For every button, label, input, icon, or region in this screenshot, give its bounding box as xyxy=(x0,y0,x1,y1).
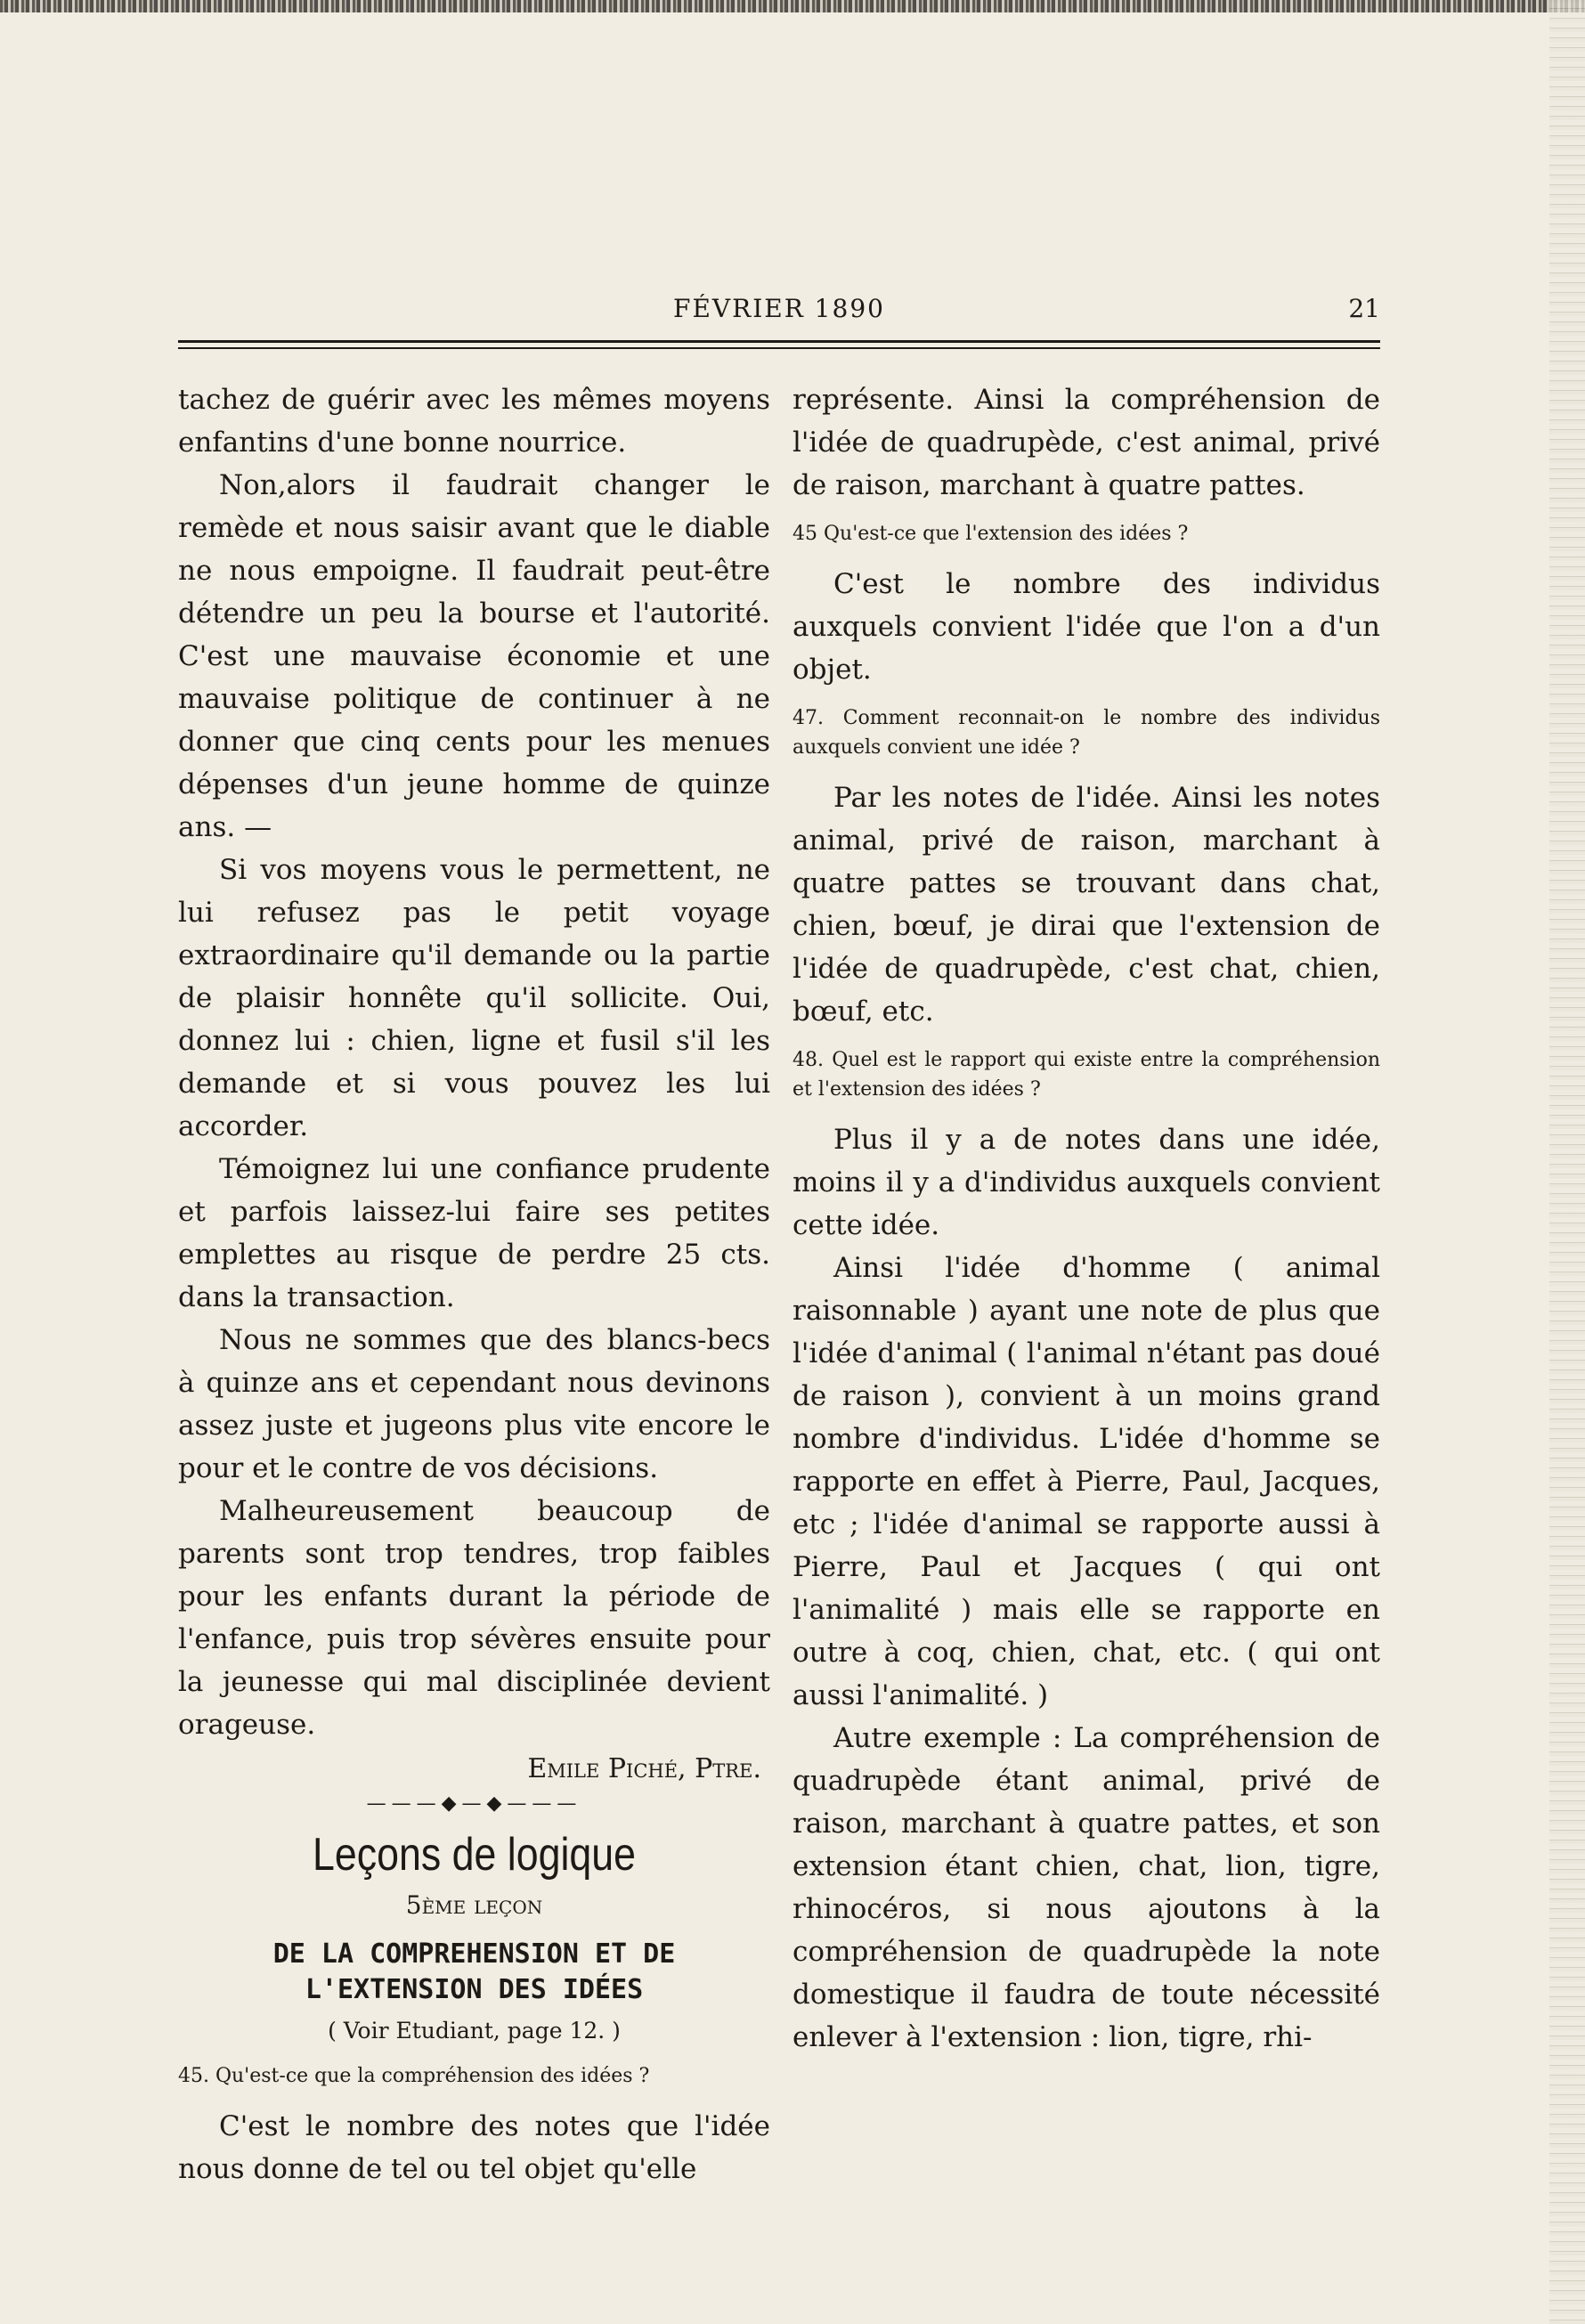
left-column xyxy=(178,378,770,2190)
ornament-divider: ———◆—◆——— xyxy=(366,1792,582,1815)
lesson-title: Leçons de logique xyxy=(312,1829,637,1881)
paragraph: tachez de guérir avec les mêmes moyens enfantins d'une bonne nourrice. xyxy=(178,384,770,459)
header-rule-thick xyxy=(178,340,1380,343)
section-heading-line-2: L'EXTENSION DES IDÉES xyxy=(305,1974,644,2005)
answer-47: Par les notes de l'idée. Ainsi les notes animal, privé de raison, marchant à quatre pattes se trouvant dans chat, chien, bœuf, je dirai que l'extension de l'idée de quadrupède, c'est chat, chien, bœuf, etc. xyxy=(792,782,1380,1028)
page-header xyxy=(178,294,1380,329)
lesson-number: 5ème leçon xyxy=(405,1890,543,1920)
answer-48-paragraph: Ainsi l'idée d'homme ( animal raisonnable ) ayant une note de plus que l'idée d'animal ( l'animal n'étant pas doué de raison ), convient à un moins grand nombre d'individus. L'idée d'homme se rapporte en effet à Pierre, Paul, Jacques, etc ; l'idée d'animal se rapporte aussi à Pierre, Paul et Jacques ( qui ont l'animalité ) mais elle se rapporte en outre à coq, chien, chat, etc. ( qui ont aussi l'animalité. ) xyxy=(792,1252,1380,1711)
running-title: FÉVRIER 1890 xyxy=(673,294,885,323)
scan-right-edge xyxy=(1549,0,1585,2324)
header-rule-thin xyxy=(178,347,1380,349)
scan-top-edge xyxy=(0,0,1585,12)
right-column xyxy=(792,378,1380,2059)
paragraph: Malheureusement beaucoup de parents sont trop tendres, trop faibles pour les enfants durant la période de l'enfance, puis trop sévères ensuite pour la jeunesse qui mal disciplinée devient orageuse. xyxy=(178,1495,770,1741)
answer-46: C'est le nombre des individus auxquels convient l'idée que l'on a d'un objet. xyxy=(792,568,1380,686)
question-47: 47. Comment reconnait-on le nombre des individus auxquels convient une idée ? xyxy=(792,707,1380,759)
signature: Emile Piché, Ptre. xyxy=(527,1753,761,1784)
paragraph: Si vos moyens vous le permettent, ne lui refusez pas le petit voyage extraordinaire qu'il demande ou la partie de plaisir honnête qu'il sollicite. Oui, donnez lui : chien, ligne et fusil s'il les demande et si vous pouvez les lui accorder. xyxy=(178,854,770,1142)
answer-45-continued: représente. Ainsi la compréhension de l'idée de quadrupède, c'est animal, privé de raison, marchant à quatre pattes. xyxy=(792,384,1380,501)
question-48: 48. Quel est le rapport qui existe entre la compréhension et l'extension des idées ? xyxy=(792,1049,1380,1101)
question-45: 45. Qu'est-ce que la compréhension des idées ? xyxy=(178,2065,650,2087)
answer-45: C'est le nombre des notes que l'idée nous donne de tel ou tel objet qu'elle xyxy=(178,2110,770,2185)
answer-48-paragraph: Plus il y a de notes dans une idée, moins il y a d'individus auxquels convient cette idée. xyxy=(792,1124,1380,1241)
paragraph: Témoignez lui une confiance prudente et parfois laissez-lui faire ses petites emplettes au risque de perdre 25 cts. dans la transaction. xyxy=(178,1153,770,1313)
answer-48-paragraph: Autre exemple : La compréhension de quadrupède étant animal, privé de raison, marchant à quatre pattes, et son extension étant chien, chat, lion, tigre, rhinocéros, si nous ajoutons à la compréhension de quadrupède la note domestique il faudra de toute nécessité enlever à l'extension : lion, tigre, rhi- xyxy=(792,1722,1380,2053)
cross-reference: ( Voir Etudiant, page 12. ) xyxy=(328,2018,621,2044)
section-heading xyxy=(178,1937,770,2008)
paragraph: Nous ne sommes que des blancs-becs à quinze ans et cependant nous devinons assez juste et jugeons plus vite encore le pour et le contre de vos décisions. xyxy=(178,1324,770,1484)
question-46: 45 Qu'est-ce que l'extension des idées ? xyxy=(792,523,1189,545)
section-heading-line-1: DE LA COMPREHENSION ET DE xyxy=(272,1938,676,1970)
paragraph: Non,alors il faudrait changer le remède et nous saisir avant que le diable ne nous empoigne. Il faudrait peut-être détendre un peu la bourse et l'autorité. C'est une mauvaise économie et une mauvaise politique de continuer à ne donner que cinq cents pour les menues dépenses d'un jeune homme de quinze ans. — xyxy=(178,469,770,843)
page-number: 21 xyxy=(1348,294,1380,323)
